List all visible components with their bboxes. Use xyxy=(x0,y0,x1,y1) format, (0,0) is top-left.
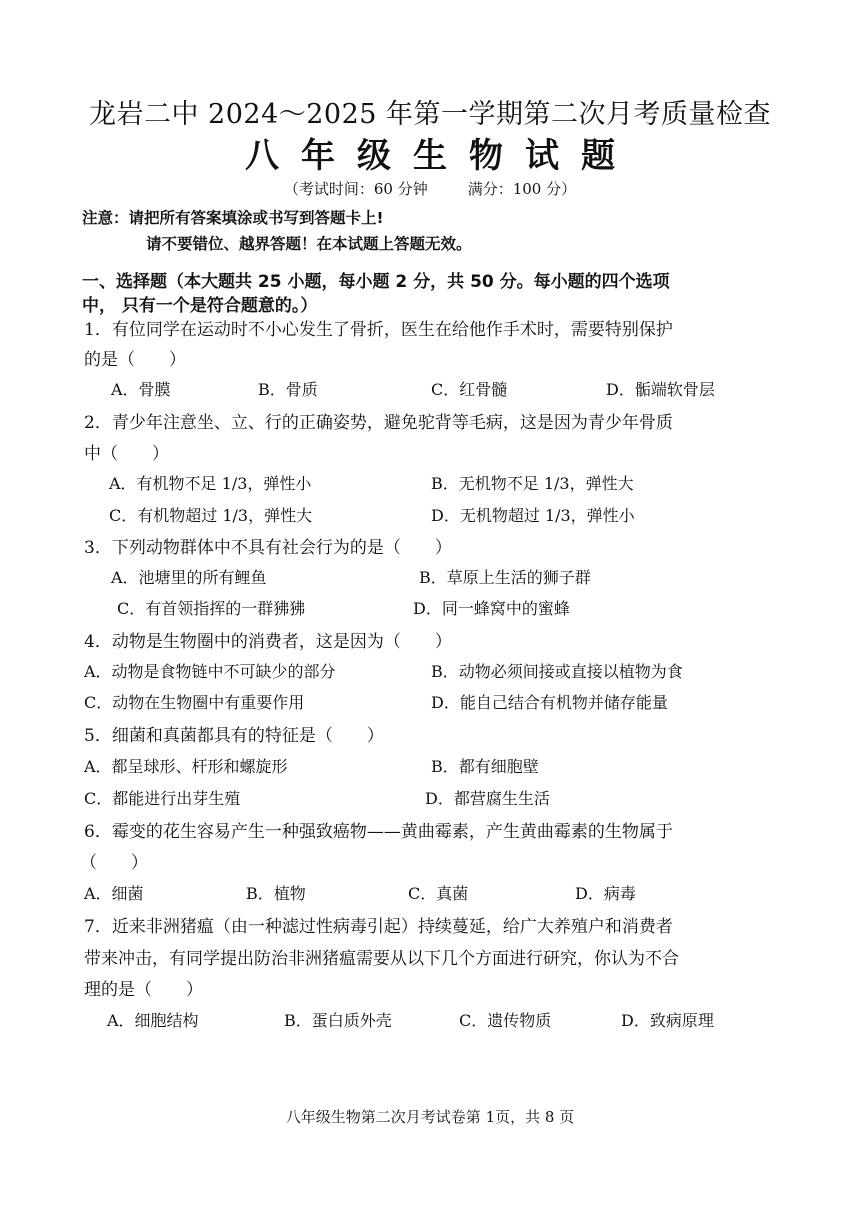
question-1-line-2: 的是（ ） xyxy=(84,350,186,370)
question-6-line-2: （ ） xyxy=(80,853,148,873)
question-6-option-c: C．真菌 xyxy=(408,884,469,903)
school-title: 龙岩二中 2024～2025 年第一学期第二次月考质量检查 xyxy=(88,99,772,130)
question-3-line-1: 3．下列动物群体中不具有社会行为的是（ ） xyxy=(84,538,452,558)
question-3-option-d: D．同一蜂窝中的蜜蜂 xyxy=(413,599,570,618)
question-4-option-c: C．动物在生物圈中有重要作用 xyxy=(84,693,305,712)
exam-info xyxy=(0,178,860,199)
question-5-option-b: B．都有细胞壁 xyxy=(431,757,539,776)
question-7-line-2: 带来冲击，有同学提出防治非洲猪瘟需要从以下几个方面进行研究，你认为不合 xyxy=(84,949,679,969)
question-7-line-3: 理的是（ ） xyxy=(84,980,203,1000)
question-1-option-d: D．骺端软骨层 xyxy=(606,380,715,399)
question-1-option-b: B．骨质 xyxy=(258,380,318,399)
exam-time: （考试时间：60 分钟 xyxy=(283,180,428,198)
notice-line-1: 注意：请把所有答案填涂或书写到答题卡上! xyxy=(82,209,384,227)
section-heading-2: 中， 只有一个是符合题意的。） xyxy=(82,296,318,316)
question-3-option-c: C．有首领指挥的一群狒狒 xyxy=(117,599,306,618)
question-5-line-1: 5．细菌和真菌都具有的特征是（ ） xyxy=(84,726,384,746)
question-4-option-a: A．动物是食物链中不可缺少的部分 xyxy=(84,662,336,681)
question-4-option-d: D．能自己结合有机物并储存能量 xyxy=(431,693,668,712)
question-6-line-1: 6．霉变的花生容易产生一种强致癌物——黄曲霉素，产生黄曲霉素的生物属于 xyxy=(84,822,673,842)
question-2-option-b: B．无机物不足 1/3，弹性大 xyxy=(431,474,634,493)
subject-title: 八年级生物试题 xyxy=(245,136,637,176)
question-2-option-a: A．有机物不足 1/3，弹性小 xyxy=(109,474,312,493)
question-5-option-c: C．都能进行出芽生殖 xyxy=(84,789,241,808)
question-7-option-c: C．遗传物质 xyxy=(459,1011,552,1030)
question-4-line-1: 4．动物是生物圈中的消费者，这是因为（ ） xyxy=(84,632,452,652)
question-5-option-d: D．都营腐生生活 xyxy=(425,789,550,808)
question-1-option-c: C．红骨髓 xyxy=(431,380,508,399)
question-7-option-b: B．蛋白质外壳 xyxy=(284,1011,392,1030)
question-6-option-d: D．病毒 xyxy=(575,884,636,903)
question-1-option-a: A．骨膜 xyxy=(111,380,171,399)
question-2-option-d: D．无机物超过 1/3，弹性小 xyxy=(431,506,635,525)
question-4-option-b: B．动物必须间接或直接以植物为食 xyxy=(431,662,683,681)
question-2-option-c: C．有机物超过 1/3，弹性大 xyxy=(109,506,313,525)
section-heading-1: 一、选择题（本大题共 25 小题，每小题 2 分，共 50 分。每小题的四个选项 xyxy=(82,272,670,292)
question-3-option-a: A．池塘里的所有鲤鱼 xyxy=(111,568,267,587)
page-footer: 八年级生物第二次月考试卷第 1页，共 8 页 xyxy=(285,1108,575,1126)
question-7-option-d: D．致病原理 xyxy=(621,1011,714,1030)
question-6-option-a: A．细菌 xyxy=(84,884,144,903)
question-3-option-b: B．草原上生活的狮子群 xyxy=(419,568,591,587)
question-6-option-b: B．植物 xyxy=(246,884,306,903)
question-2-line-2: 中（ ） xyxy=(84,444,169,464)
question-5-option-a: A．都呈球形、杆形和螺旋形 xyxy=(84,757,288,776)
question-7-line-1: 7．近来非洲猪瘟（由一种滤过性病毒引起）持续蔓延，给广大养殖户和消费者 xyxy=(84,917,673,937)
notice-line-2: 请不要错位、越界答题！在本试题上答题无效。 xyxy=(146,235,472,253)
question-2-line-1: 2．青少年注意坐、立、行的正确姿势，避免驼背等毛病，这是因为青少年骨质 xyxy=(84,413,673,433)
question-7-option-a: A．细胞结构 xyxy=(107,1011,199,1030)
question-1-line-1: 1．有位同学在运动时不小心发生了骨折，医生在给他作手术时，需要特别保护 xyxy=(84,320,673,340)
exam-score: 满分：100 分） xyxy=(467,180,577,198)
